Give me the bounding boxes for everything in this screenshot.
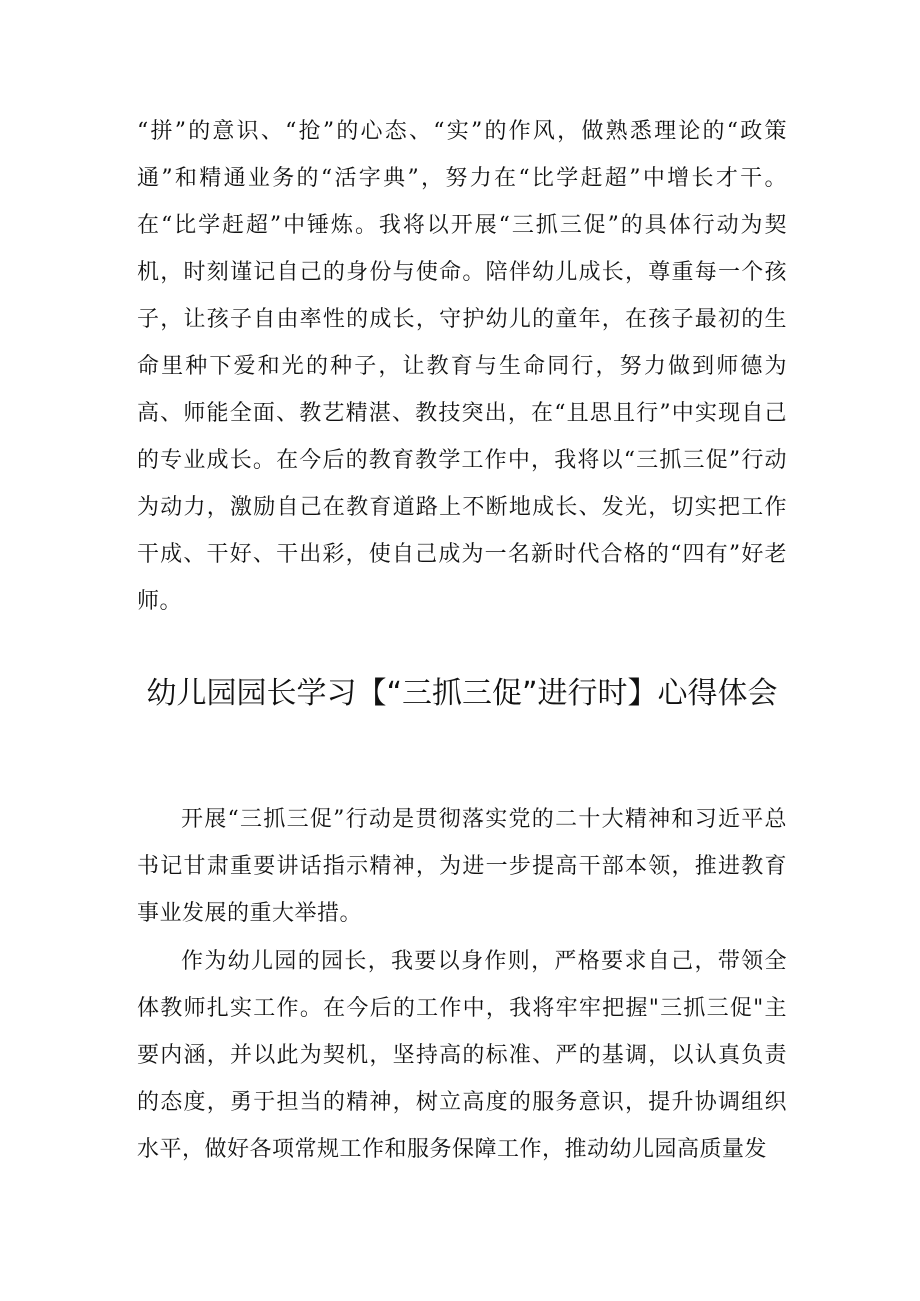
continuation-paragraph: “拼”的意识、“抢”的心态、“实”的作风，做熟悉理论的“政策通”和精通业务的“活字典”，努力在“比学赶超”中增长才干。在“比学赶超”中锤炼。我将以开展“三抓三促”的具体行动为契机，时刻谨记自己的身份与使命。陪伴幼儿成长，尊重每一个孩子，让孩子自由率性的成长，守护幼儿的童年，在孩子最初的生命里种下爱和光的种子，让教育与生命同行，努力做到师德为高、师能全面、教艺精湛、教技突出，在“且思且行”中实现自己的专业成长。在今后的教育教学工作中，我将以“三抓三促”行动为动力，激励自己在教育道路上不断地成长、发光，切实把工作干成、干好、干出彩，使自己成为一名新时代合格的“四有”好老师。 — [137, 119, 787, 614]
body-paragraph-1: 开展“三抓三促”行动是贯彻落实党的二十大精神和习近平总书记甘肃重要讲话指示精神，为进一步提高干部本领，推进教育事业发展的重大举措。 — [137, 807, 787, 926]
section-title: 幼儿园园长学习【“三抓三促”进行时】心得体会 — [146, 676, 778, 711]
body-paragraph-2: 作为幼儿园的园长，我要以身作则，严格要求自己，带领全体教师扎实工作。在今后的工作中，我将牢牢把握"三抓三促"主要内涵，并以此为契机，坚持高的标准、严的基调，以认真负责的态度，勇于担当的精神，树立高度的服务意识，提升协调组织水平，做好各项常规工作和服务保障工作，推动幼儿园高质量发 — [137, 949, 787, 1162]
